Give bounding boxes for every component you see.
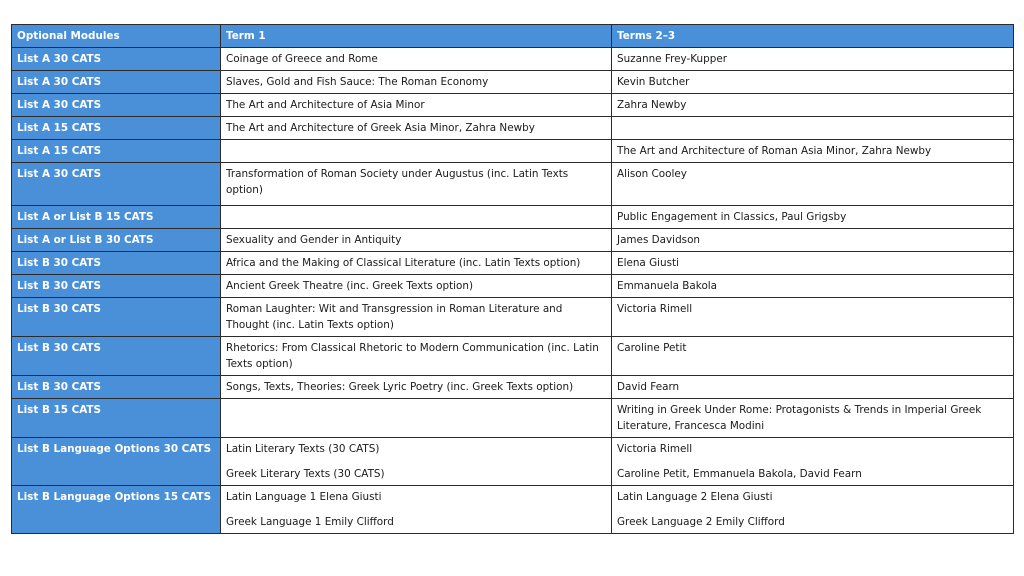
table-row	[12, 140, 1014, 163]
module-line: Greek Language 2 Emily Clifford	[617, 516, 785, 528]
module-line: Latin Language 2 Elena Giusti	[617, 491, 773, 503]
term23-cell	[612, 486, 1014, 534]
table-row	[12, 298, 1014, 337]
table-row	[12, 71, 1014, 94]
modules-table-container	[11, 24, 1013, 534]
term1-cell: Songs, Texts, Theories: Greek Lyric Poetry (inc. Greek Texts option)	[221, 376, 612, 399]
term23-cell	[612, 117, 1014, 140]
row-label: List A 30 CATS	[12, 48, 221, 71]
term23-cell: James Davidson	[612, 229, 1014, 252]
row-label: List B 30 CATS	[12, 298, 221, 337]
row-label: List A or List B 15 CATS	[12, 206, 221, 229]
term1-cell: Coinage of Greece and Rome	[221, 48, 612, 71]
module-line: Greek Literary Texts (30 CATS)	[226, 468, 385, 480]
term23-cell: Emmanuela Bakola	[612, 275, 1014, 298]
term1-cell: Ancient Greek Theatre (inc. Greek Texts option)	[221, 275, 612, 298]
term23-cell: Victoria Rimell	[612, 298, 1014, 337]
row-label: List A 30 CATS	[12, 163, 221, 206]
table-row	[12, 117, 1014, 140]
table-row	[12, 94, 1014, 117]
table-row	[12, 399, 1014, 438]
term1-cell: The Art and Architecture of Greek Asia Minor, Zahra Newby	[221, 117, 612, 140]
header-terms-2-3: Terms 2–3	[612, 25, 1014, 48]
term23-cell: Kevin Butcher	[612, 71, 1014, 94]
row-label: List A or List B 30 CATS	[12, 229, 221, 252]
term1-cell: Rhetorics: From Classical Rhetoric to Modern Communication (inc. Latin Texts option)	[221, 337, 612, 376]
table-row	[12, 48, 1014, 71]
row-label: List B 15 CATS	[12, 399, 221, 438]
term23-cell: The Art and Architecture of Roman Asia Minor, Zahra Newby	[612, 140, 1014, 163]
row-label: List A 15 CATS	[12, 140, 221, 163]
term23-cell: Public Engagement in Classics, Paul Grigsby	[612, 206, 1014, 229]
term23-cell: Zahra Newby	[612, 94, 1014, 117]
row-label: List A 30 CATS	[12, 71, 221, 94]
term1-cell: Africa and the Making of Classical Literature (inc. Latin Texts option)	[221, 252, 612, 275]
term1-cell	[221, 399, 612, 438]
header-term-1: Term 1	[221, 25, 612, 48]
table-row	[12, 229, 1014, 252]
term23-cell: Caroline Petit	[612, 337, 1014, 376]
table-row	[12, 206, 1014, 229]
module-line: Greek Language 1 Emily Clifford	[226, 516, 394, 528]
term1-cell	[221, 486, 612, 534]
term1-cell	[221, 206, 612, 229]
module-line: Latin Literary Texts (30 CATS)	[226, 443, 380, 455]
row-label: List B 30 CATS	[12, 376, 221, 399]
row-label: List A 30 CATS	[12, 94, 221, 117]
term1-cell: Slaves, Gold and Fish Sauce: The Roman Economy	[221, 71, 612, 94]
module-line: Victoria Rimell	[617, 443, 693, 455]
row-label: List B Language Options 15 CATS	[12, 486, 221, 534]
optional-modules-table	[11, 24, 1014, 534]
term1-cell: Sexuality and Gender in Antiquity	[221, 229, 612, 252]
row-label: List B 30 CATS	[12, 252, 221, 275]
table-row	[12, 252, 1014, 275]
term23-cell: David Fearn	[612, 376, 1014, 399]
term1-cell	[221, 438, 612, 486]
term23-cell: Alison Cooley	[612, 163, 1014, 206]
term23-cell: Suzanne Frey-Kupper	[612, 48, 1014, 71]
row-label: List B 30 CATS	[12, 337, 221, 376]
table-header-row	[12, 25, 1014, 48]
table-row	[12, 376, 1014, 399]
term1-cell	[221, 140, 612, 163]
language-options-row	[12, 486, 1014, 534]
row-label: List A 15 CATS	[12, 117, 221, 140]
term23-cell: Writing in Greek Under Rome: Protagonists & Trends in Imperial Greek Literature, Francesca Modini	[612, 399, 1014, 438]
row-label: List B 30 CATS	[12, 275, 221, 298]
term23-cell	[612, 438, 1014, 486]
module-line: Caroline Petit, Emmanuela Bakola, David Fearn	[617, 468, 862, 480]
term1-cell: The Art and Architecture of Asia Minor	[221, 94, 612, 117]
table-row	[12, 337, 1014, 376]
term23-cell: Elena Giusti	[612, 252, 1014, 275]
term1-cell: Roman Laughter: Wit and Transgression in Roman Literature and Thought (inc. Latin Texts option)	[221, 298, 612, 337]
table-row	[12, 163, 1014, 206]
language-options-row	[12, 438, 1014, 486]
table-row	[12, 275, 1014, 298]
header-optional-modules: Optional Modules	[12, 25, 221, 48]
module-line: Latin Language 1 Elena Giusti	[226, 491, 382, 503]
term1-cell: Transformation of Roman Society under Augustus (inc. Latin Texts option)	[221, 163, 612, 206]
row-label: List B Language Options 30 CATS	[12, 438, 221, 486]
